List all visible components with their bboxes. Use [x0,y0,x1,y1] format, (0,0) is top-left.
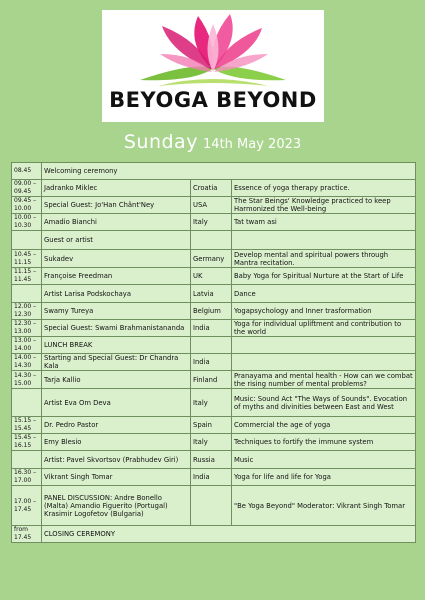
schedule-time-cell: 09.45 – 10.00 [12,197,42,214]
schedule-topic-cell: The Star Beings' Knowledge practiced to keep Harmonized the Well-being [232,197,416,214]
schedule-time-cell: 11.15 – 11.45 [12,268,42,285]
schedule-row [12,417,416,434]
schedule-row [12,197,416,214]
schedule-time-cell: 10.45 – 11.15 [12,250,42,268]
schedule-row [12,451,416,469]
schedule-name-cell: Emy Blesio [42,434,191,451]
schedule-row [12,320,416,337]
schedule-name-cell: Welcoming ceremony [42,163,416,180]
schedule-time-cell [12,285,42,303]
schedule-time-cell: from 17.45 [12,526,42,543]
schedule-topic-cell: Yoga for individual upliftment and contribution to the world [232,320,416,337]
schedule-row [12,214,416,231]
schedule-country-cell: Russia [191,451,232,469]
schedule-time-cell: 09.00 – 09.45 [12,180,42,197]
schedule-row [12,180,416,197]
schedule-name-cell: Artist Eva Om Deva [42,389,191,417]
schedule-time-cell: 12.00 – 12.30 [12,303,42,320]
schedule-country-cell [191,231,232,250]
schedule-topic-cell: "Be Yoga Beyond" Moderator: Vikrant Singh Tomar [232,486,416,526]
schedule-name-cell: Guest or artist [42,231,191,250]
schedule-topic-cell [232,337,416,354]
schedule-country-cell: Italy [191,434,232,451]
event-date-heading [0,131,425,153]
schedule-country-cell: Germany [191,250,232,268]
schedule-row [12,250,416,268]
schedule-topic-cell: Dance [232,285,416,303]
schedule-name-cell: Françoise Freedman [42,268,191,285]
schedule-name-cell: Vikrant Singh Tomar [42,469,191,486]
schedule-name-cell: Special Guest: Swami Brahmanistananda [42,320,191,337]
schedule-name-cell: CLOSING CEREMONY [42,526,416,543]
schedule-country-cell: Belgium [191,303,232,320]
schedule-time-cell: 12.30 – 13.00 [12,320,42,337]
logo [102,10,324,122]
schedule-table [11,162,416,543]
schedule-topic-cell: Music: Sound Act "The Ways of Sounds". Evocation of myths and divinities between East and West [232,389,416,417]
schedule-row [12,469,416,486]
schedule-name-cell: LUNCH BREAK [42,337,191,354]
schedule-time-cell: 10.00 – 10.30 [12,214,42,231]
schedule-country-cell: Finland [191,371,232,389]
schedule-topic-cell: Yoga for life and life for Yoga [232,469,416,486]
schedule-name-cell: PANEL DISCUSSION: Andre Bonello (Malta) Amandio Figuerito (Portugal) Krasimir Logofetov (Bulgaria) [42,486,191,526]
schedule-topic-cell: Develop mental and spiritual powers through Mantra recitation. [232,250,416,268]
schedule-country-cell [191,337,232,354]
schedule-time-cell [12,231,42,250]
schedule-name-cell: Amadio Bianchi [42,214,191,231]
schedule-country-cell: Croatia [191,180,232,197]
schedule-name-cell: Sukadev [42,250,191,268]
schedule-country-cell [191,486,232,526]
schedule-topic-cell: Pranayama and mental health - How can we combat the rising number of mental problems? [232,371,416,389]
schedule-row [12,526,416,543]
schedule-country-cell: USA [191,197,232,214]
schedule-row [12,285,416,303]
schedule-row [12,371,416,389]
schedule-topic-cell [232,231,416,250]
schedule-time-cell [12,451,42,469]
event-date: 14th May 2023 [203,137,302,152]
schedule-name-cell: Jadranko Miklec [42,180,191,197]
schedule-country-cell: India [191,469,232,486]
schedule-name-cell: Special Guest: Jo'Han Chânt'Ney [42,197,191,214]
schedule-topic-cell: Tat twam asi [232,214,416,231]
schedule-row [12,486,416,526]
schedule-name-cell: Tarja Kallio [42,371,191,389]
schedule-topic-cell: Music [232,451,416,469]
schedule-row [12,389,416,417]
schedule-time-cell: 17.00 – 17.45 [12,486,42,526]
schedule-country-cell: India [191,354,232,371]
schedule-name-cell: Artist: Pavel Skvortsov (Prabhudev Giri) [42,451,191,469]
schedule-row [12,268,416,285]
brand-title: BEYOGA BEYOND [109,88,317,112]
schedule-time-cell: 14.00 – 14.30 [12,354,42,371]
schedule-name-cell: Swamy Tureya [42,303,191,320]
schedule-topic-cell: Essence of yoga therapy practice. [232,180,416,197]
schedule-country-cell: Italy [191,389,232,417]
schedule-name-cell: Artist Larisa Podskochaya [42,285,191,303]
schedule-country-cell: Spain [191,417,232,434]
schedule-row [12,354,416,371]
schedule-time-cell: 13.00 – 14.00 [12,337,42,354]
schedule-topic-cell [232,354,416,371]
schedule-time-cell: 14.30 – 15.00 [12,371,42,389]
schedule-row [12,434,416,451]
schedule-row [12,337,416,354]
schedule-country-cell: India [191,320,232,337]
schedule-name-cell: Dr. Pedro Pastor [42,417,191,434]
schedule-country-cell: Latvia [191,285,232,303]
schedule-row [12,303,416,320]
schedule-topic-cell: Yogapsychology and Inner trasformation [232,303,416,320]
schedule-time-cell: 08.45 [12,163,42,180]
schedule-topic-cell: Baby Yoga for Spiritual Nurture at the Start of Life [232,268,416,285]
schedule-name-cell: Starting and Special Guest: Dr Chandra Kala [42,354,191,371]
schedule-country-cell: UK [191,268,232,285]
schedule-topic-cell: Commercial the age of yoga [232,417,416,434]
schedule-row [12,231,416,250]
schedule-time-cell: 15.45 – 16.15 [12,434,42,451]
schedule-row [12,163,416,180]
schedule-time-cell [12,389,42,417]
schedule-time-cell: 15.15 – 15.45 [12,417,42,434]
schedule-time-cell: 16.30 – 17.00 [12,469,42,486]
event-day: Sunday [123,131,198,153]
schedule-country-cell: Italy [191,214,232,231]
schedule-topic-cell: Techniques to fortify the immune system [232,434,416,451]
